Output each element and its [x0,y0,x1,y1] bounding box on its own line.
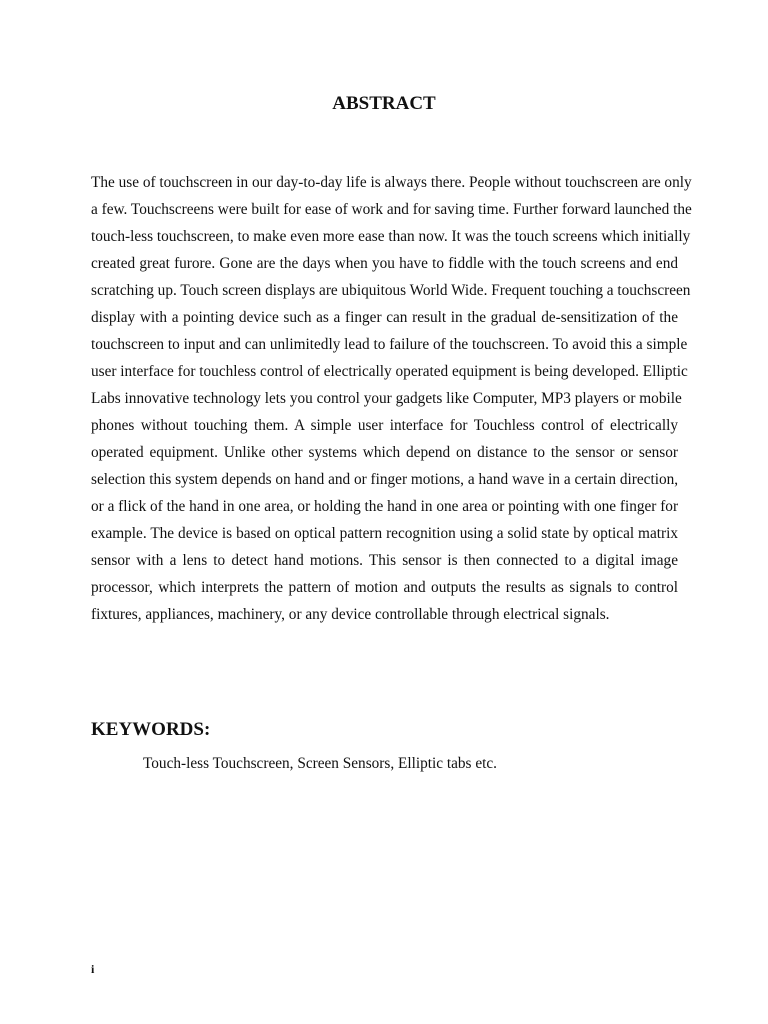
abstract-line: touch-less touchscreen, to make even more ease than now. It was the touch screens which initially [91,228,691,245]
keywords-heading: KEYWORDS: [91,719,211,740]
abstract-line: processor, which interprets the pattern of motion and outputs the results as signals to control [91,579,678,596]
abstract-line: touchscreen to input and can unlimitedly lead to failure of the touchscreen. To avoid this a simple [91,336,688,353]
abstract-line: Labs innovative technology lets you control your gadgets like Computer, MP3 players or mobile [91,390,682,407]
abstract-line: or a flick of the hand in one area, or holding the hand in one area or pointing with one finger for [91,498,679,515]
keywords-text: Touch-less Touchscreen, Screen Sensors, Elliptic tabs etc. [143,755,497,772]
page-number: i [91,962,95,976]
page-title: ABSTRACT [332,93,436,114]
abstract-line: scratching up. Touch screen displays are ubiquitous World Wide. Frequent touching a touchscreen [91,282,691,299]
abstract-line: The use of touchscreen in our day-to-day life is always there. People without touchscreen are only [91,174,692,191]
abstract-line: example. The device is based on optical pattern recognition using a solid state by optical matrix [91,525,678,542]
abstract-body [91,173,692,632]
abstract-line: sensor with a lens to detect hand motions. This sensor is then connected to a digital image [91,552,678,569]
abstract-line: created great furore. Gone are the days when you have to fiddle with the touch screens and end [91,255,678,272]
abstract-line: fixtures, appliances, machinery, or any device controllable through electrical signals. [91,606,610,623]
abstract-line: a few. Touchscreens were built for ease of work and for saving time. Further forward launched the [91,201,692,218]
abstract-line: user interface for touchless control of electrically operated equipment is being developed. Elliptic [91,363,688,380]
abstract-line: display with a pointing device such as a finger can result in the gradual de-sensitization of the [91,309,678,326]
abstract-line: selection this system depends on hand and or finger motions, a hand wave in a certain direction, [91,471,679,488]
abstract-line: operated equipment. Unlike other systems which depend on distance to the sensor or sensor [91,444,678,461]
abstract-line: phones without touching them. A simple user interface for Touchless control of electrically [91,417,678,434]
